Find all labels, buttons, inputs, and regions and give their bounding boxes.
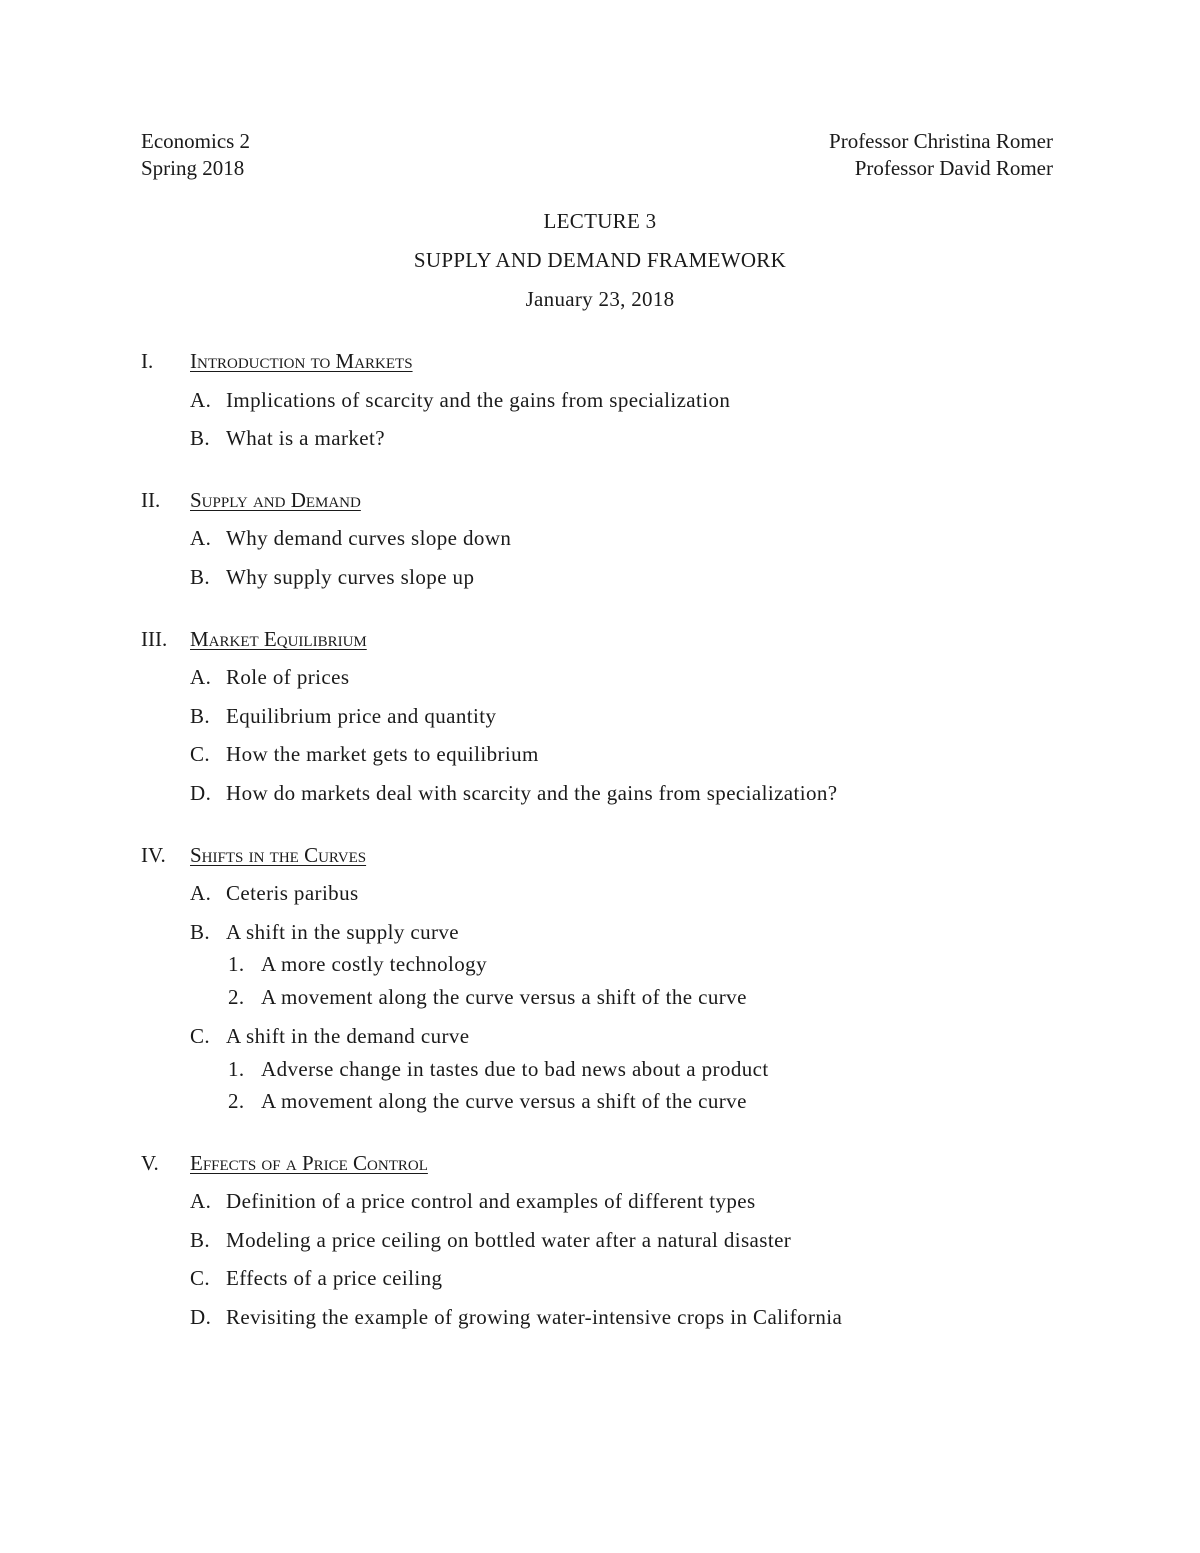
item-text: A shift in the supply curve xyxy=(226,920,460,944)
item-text: Role of prices xyxy=(226,665,350,689)
subitem-number: 2. xyxy=(228,985,245,1009)
item-text: Effects of a price ceiling xyxy=(226,1266,443,1290)
item-letter: B. xyxy=(190,920,211,944)
item-text: Modeling a price ceiling on bottled water after a natural disaster xyxy=(226,1228,792,1252)
subitem-number: 2. xyxy=(228,1089,245,1113)
section-title: Shifts in the Curves xyxy=(190,843,367,867)
instructor-1: Professor Christina Romer xyxy=(829,129,1053,153)
item-letter: D. xyxy=(190,1305,212,1329)
item-letter: C. xyxy=(190,1024,211,1048)
outline-subitem xyxy=(228,1087,747,1115)
item-text: Why demand curves slope down xyxy=(226,526,512,550)
subitem-number: 1. xyxy=(228,1057,245,1081)
outline-item xyxy=(190,663,349,691)
section-numeral: II. xyxy=(141,488,161,512)
lecture-title: SUPPLY AND DEMAND FRAMEWORK xyxy=(413,248,787,272)
outline-item xyxy=(190,740,539,768)
item-letter: B. xyxy=(190,704,211,728)
outline-subitem xyxy=(228,950,487,978)
item-letter: D. xyxy=(190,781,212,805)
outline-item xyxy=(190,879,359,907)
outline-subitem xyxy=(228,1055,769,1083)
subitem-text: A movement along the curve versus a shift of the curve xyxy=(261,985,747,1009)
item-letter: A. xyxy=(190,388,212,412)
outline-item xyxy=(190,1187,756,1215)
section-numeral: IV. xyxy=(141,843,166,867)
item-letter: A. xyxy=(190,665,212,689)
section-title: Supply and Demand xyxy=(190,488,361,512)
subitem-text: A movement along the curve versus a shift of the curve xyxy=(261,1089,747,1113)
outline-item xyxy=(190,1226,791,1254)
course-name: Economics 2 xyxy=(141,129,251,153)
outline-item xyxy=(190,702,496,730)
item-letter: B. xyxy=(190,1228,211,1252)
outline-item xyxy=(190,563,474,591)
item-text: Ceteris paribus xyxy=(226,881,359,905)
item-text: How the market gets to equilibrium xyxy=(226,742,539,766)
outline-item xyxy=(190,1264,442,1292)
instructor-2: Professor David Romer xyxy=(854,156,1053,180)
section-numeral: V. xyxy=(141,1151,159,1175)
item-letter: C. xyxy=(190,742,211,766)
item-letter: B. xyxy=(190,565,211,589)
item-letter: B. xyxy=(190,426,211,450)
section-title: Effects of a Price Control xyxy=(190,1151,428,1175)
outline-item xyxy=(190,1022,470,1050)
subitem-text: Adverse change in tastes due to bad news about a product xyxy=(261,1057,769,1081)
section-numeral: I. xyxy=(141,349,154,373)
header-row-2 xyxy=(141,154,1053,182)
course-term: Spring 2018 xyxy=(141,156,245,180)
item-text: Equilibrium price and quantity xyxy=(226,704,497,728)
item-text: Definition of a price control and examples of different types xyxy=(226,1189,756,1213)
subitem-text: A more costly technology xyxy=(261,952,487,976)
outline-item xyxy=(190,424,385,452)
outline-item xyxy=(190,386,730,414)
item-letter: A. xyxy=(190,526,212,550)
section-title: Market Equilibrium xyxy=(190,627,367,651)
section-title: Introduction to Markets xyxy=(190,349,413,373)
outline-subitem xyxy=(228,983,747,1011)
item-text: Revisiting the example of growing water-intensive crops in California xyxy=(226,1305,843,1329)
outline-item xyxy=(190,524,511,552)
item-letter: C. xyxy=(190,1266,211,1290)
section-numeral: III. xyxy=(141,627,168,651)
lecture-date: January 23, 2018 xyxy=(525,287,675,311)
outline-item xyxy=(190,779,838,807)
header-row-1 xyxy=(141,127,1053,155)
item-text: Implications of scarcity and the gains from specialization xyxy=(226,388,731,412)
item-text: How do markets deal with scarcity and the gains from specialization? xyxy=(226,781,838,805)
item-text: Why supply curves slope up xyxy=(226,565,475,589)
subitem-number: 1. xyxy=(228,952,245,976)
outline-item xyxy=(190,1303,842,1331)
outline-item xyxy=(190,918,459,946)
item-text: A shift in the demand curve xyxy=(226,1024,470,1048)
lecture-number: LECTURE 3 xyxy=(543,209,657,233)
item-letter: A. xyxy=(190,881,212,905)
item-letter: A. xyxy=(190,1189,212,1213)
item-text: What is a market? xyxy=(226,426,385,450)
